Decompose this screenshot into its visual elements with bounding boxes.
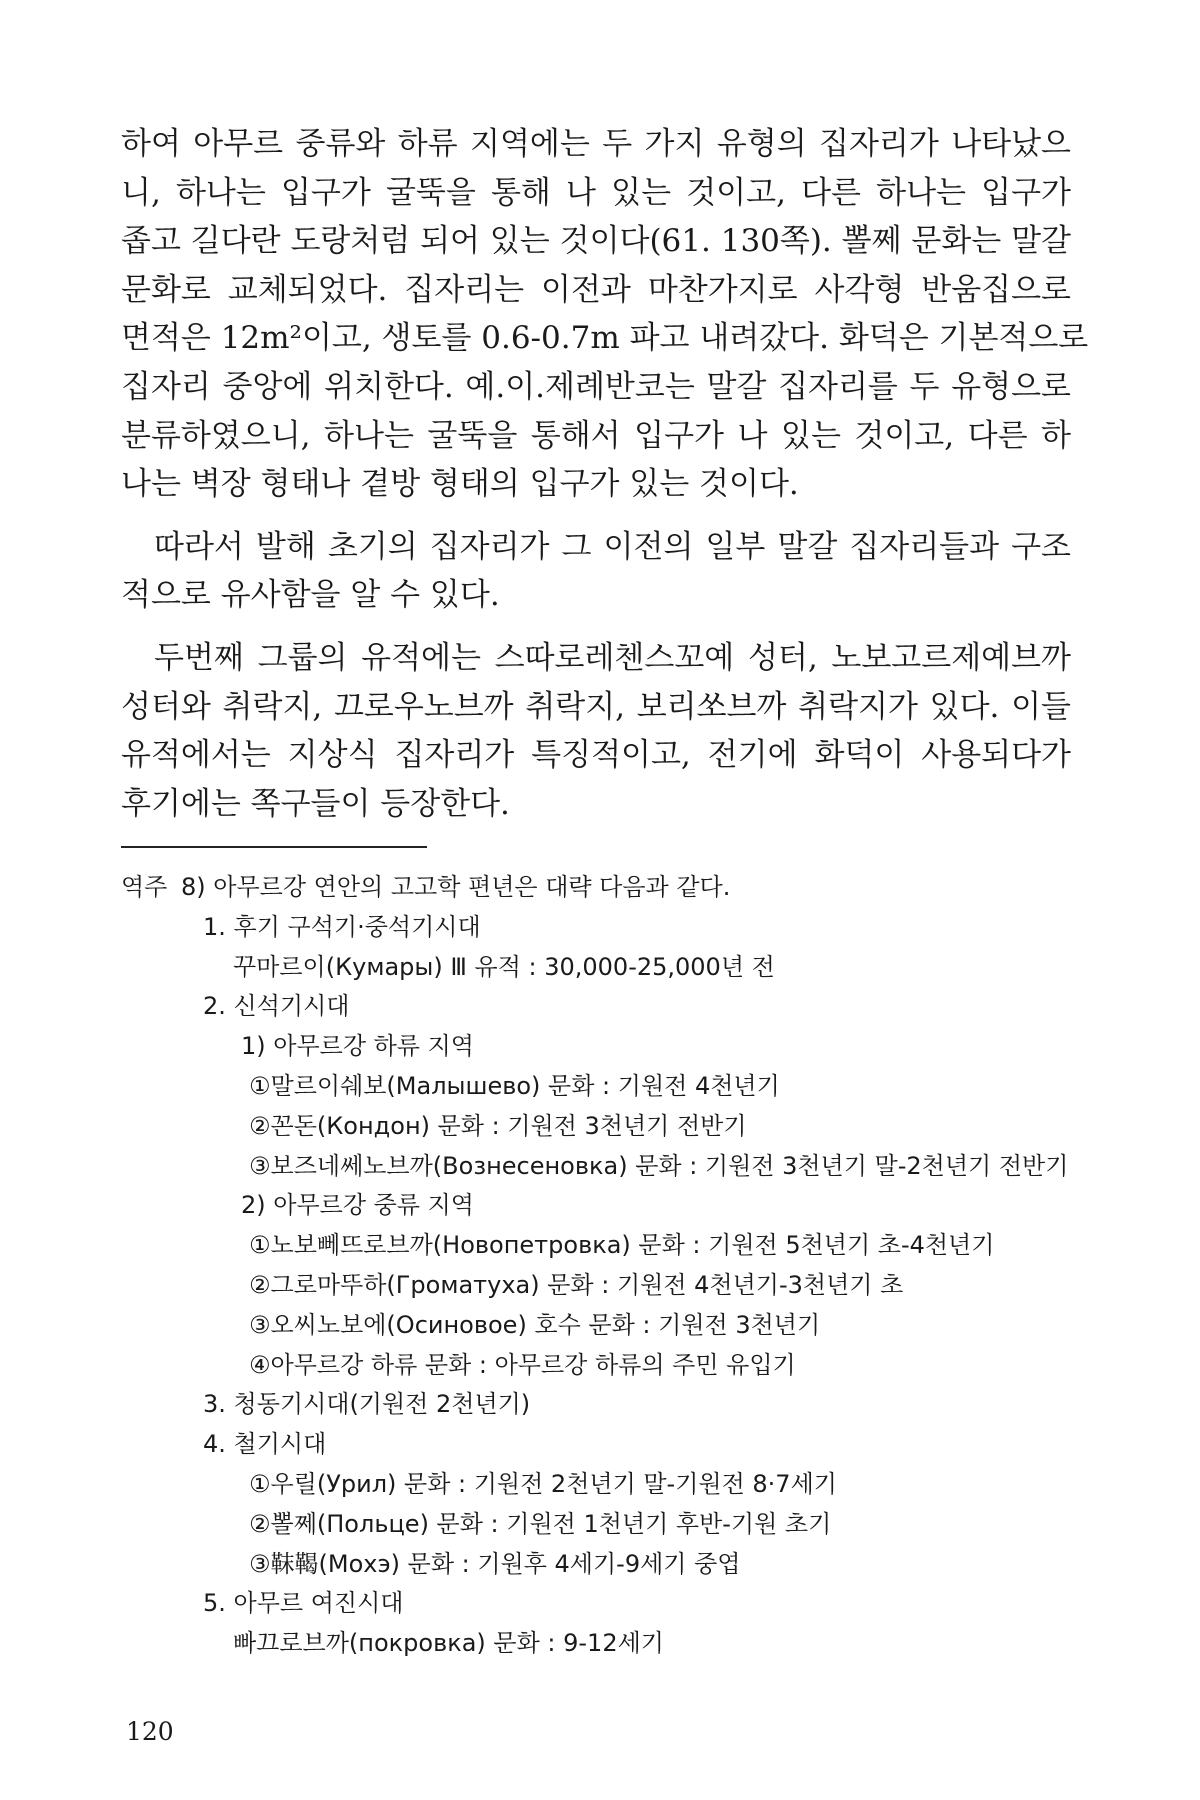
text-line: 후기에는 쪽구들이 등장한다.	[121, 785, 510, 822]
text-line: 나는 벽장 형태나 곁방 형태의 입구가 있는 것이다.	[121, 466, 799, 503]
footnote-line: ③오씨노보에(Осиновое) 호수 문화 : 기원전 3천년기	[249, 1310, 821, 1339]
text-line: 하여 아무르 중류와 하류 지역에는 두 가지 유형의 집자리가 나타났으	[121, 126, 1071, 162]
footnote-line: ①우릴(Урил) 문화 : 기원전 2천년기 말-기원전 8·7세기	[249, 1469, 837, 1498]
footnote-line: 2) 아무르강 중류 지역	[241, 1191, 474, 1220]
text-line: 유적에서는 지상식 집자리가 특징적이고, 전기에 화덕이 사용되다가	[121, 737, 1071, 774]
text-line: 두번째 그룹의 유적에는 스따로레첸스꼬예 성터, 노보고르제예브까	[154, 639, 1071, 676]
footnote-intro: 아무르강 연안의 고고학 편년은 대략 다음과 같다.	[213, 873, 731, 901]
text-line: 분류하였으니, 하나는 굴뚝을 통해서 입구가 나 있는 것이고, 다른 하	[121, 417, 1071, 454]
footnote-line: ②꼰돈(Кондон) 문화 : 기원전 3천년기 전반기	[249, 1111, 747, 1140]
footnote-line: 5. 아무르 여진시대	[203, 1589, 404, 1618]
footnote-label: 역주	[121, 873, 168, 901]
footnote-line: 1) 아무르강 하류 지역	[241, 1032, 474, 1061]
page-number: 120	[126, 1717, 174, 1746]
paragraph-3	[121, 634, 1071, 828]
footnote-heading	[121, 868, 1071, 908]
footnote	[121, 868, 1071, 1664]
text-line: 면적은 12m²이고, 생토를 0.6-0.7m 파고 내려갔다. 화덕은 기본적으로	[121, 320, 1089, 357]
text-line: 따라서 발해 초기의 집자리가 그 이전의 일부 말갈 집자리들과 구조	[154, 528, 1071, 565]
footnote-line: 3. 청동기시대(기원전 2천년기)	[203, 1390, 531, 1419]
footnote-line: 꾸마르이(Кумары) Ⅲ 유적 : 30,000-25,000년 전	[233, 952, 775, 981]
text-line: 집자리 중앙에 위치한다. 예.이.제례반코는 말갈 집자리를 두 유형으로	[121, 368, 1071, 405]
footnote-line: ④아무르강 하류 문화 : 아무르강 하류의 주민 유입기	[249, 1350, 796, 1379]
text-line: 좁고 길다란 도랑처럼 되어 있는 것이다(61. 130쪽). 뽈쩨 문화는 말갈	[121, 223, 1071, 260]
text-line: 문화로 교체되었다. 집자리는 이전과 마찬가지로 사각형 반움집으로	[121, 271, 1071, 308]
footnote-line: 빠끄로브까(покровка) 문화 : 9-12세기	[233, 1629, 664, 1658]
footnote-number: 8)	[181, 873, 206, 901]
footnote-line: ①노보뻬뜨로브까(Новопетровка) 문화 : 기원전 5천년기 초-4천년기	[249, 1231, 995, 1260]
footnote-line: ③靺鞨(Мохэ) 문화 : 기원후 4세기-9세기 중엽	[249, 1549, 741, 1578]
footnote-line: ①말르이쉐보(Малышево) 문화 : 기원전 4천년기	[249, 1071, 780, 1100]
body-text	[121, 120, 1089, 842]
text-line: 적으로 유사함을 알 수 있다.	[121, 577, 500, 614]
footnote-line: 1. 후기 구석기·중석기시대	[203, 912, 481, 941]
footnote-line: ②뽈쩨(Польце) 문화 : 기원전 1천년기 후반-기원 초기	[249, 1509, 832, 1538]
paragraph-2	[121, 523, 1071, 620]
footnote-line: 4. 철기시대	[203, 1430, 327, 1459]
text-line: 성터와 취락지, 끄로우노브까 취락지, 보리쏘브까 취락지가 있다. 이들	[121, 688, 1071, 725]
footnote-divider	[121, 846, 427, 848]
text-line: 니, 하나는 입구가 굴뚝을 통해 나 있는 것이고, 다른 하나는 입구가	[121, 174, 1071, 211]
footnote-line: 2. 신석기시대	[203, 992, 350, 1021]
footnote-line: ③보즈네쎄노브까(Вознесеновка) 문화 : 기원전 3천년기 말-2천년기 전반기	[249, 1151, 1069, 1180]
footnote-line: ②그로마뚜하(Громатуха) 문화 : 기원전 4천년기-3천년기 초	[249, 1270, 904, 1299]
paragraph-1	[121, 120, 1089, 509]
